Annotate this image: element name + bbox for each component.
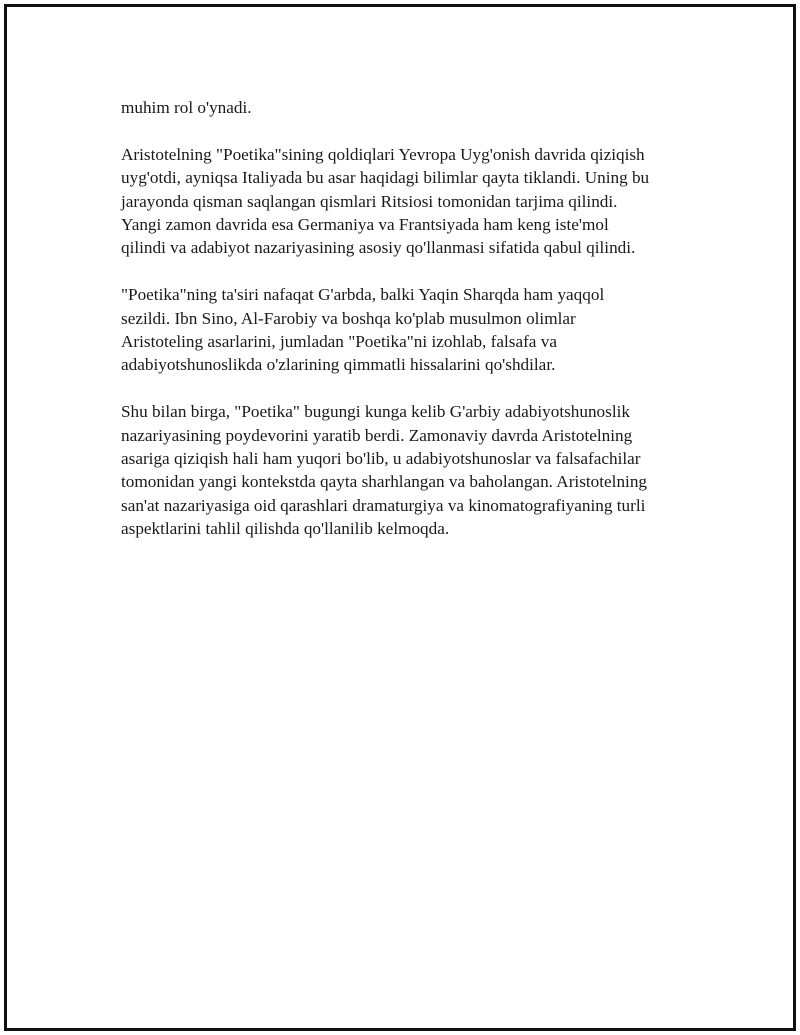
paragraph-2: Aristotelning "Poetika"sining qoldiqlari Yevropa Uyg'onish davrida qiziqish uyg'otdi, ayniqsa Italiyada bu asar haqidagi bilimlar qayta tiklandi. Uning bu jarayonda qisman saqlangan qismlari Ritsiosi tomonidan tarjima qilindi. Yangi zamon davrida esa Germaniya va Frantsiyada ham keng iste'mol qilindi va adabiyot nazariyasining asosiy qo'llanmasi sifatida qabul qilindi. [121,144,650,258]
page-frame [4,4,796,1031]
page-body [121,96,701,564]
paragraph-4: Shu bilan birga, "Poetika" bugungi kunga kelib G'arbiy adabiyotshunoslik nazariyasining poydevorini yaratib berdi. Zamonaviy davrda Aristotelning asariga qiziqish hali ham yuqori bo'lib, u adabiyotshunoslar va falsafachilar tomonidan yangi kontekstda qayta sharhlangan va baholangan. Aristotelning san'at nazariyasiga oid qarashlari dramaturgiya va kinomatografiyaning turli aspektlarini tahlil qilishda qo'llanilib kelmoqda. [121,402,648,539]
paragraph-1: muhim rol o'ynadi. [121,98,252,117]
paragraph-3: "Poetika"ning ta'siri nafaqat G'arbda, balki Yaqin Sharqda ham yaqqol sezildi. Ibn Sino, Al-Farobiy va boshqa ko'plab musulmon olimlar Aristoteling asarlarini, jumladan "Poetika"ni izohlab, falsafa va adabiyotshunoslikda o'zlarining qimmatli hissalarini qo'shdilar. [121,285,605,375]
